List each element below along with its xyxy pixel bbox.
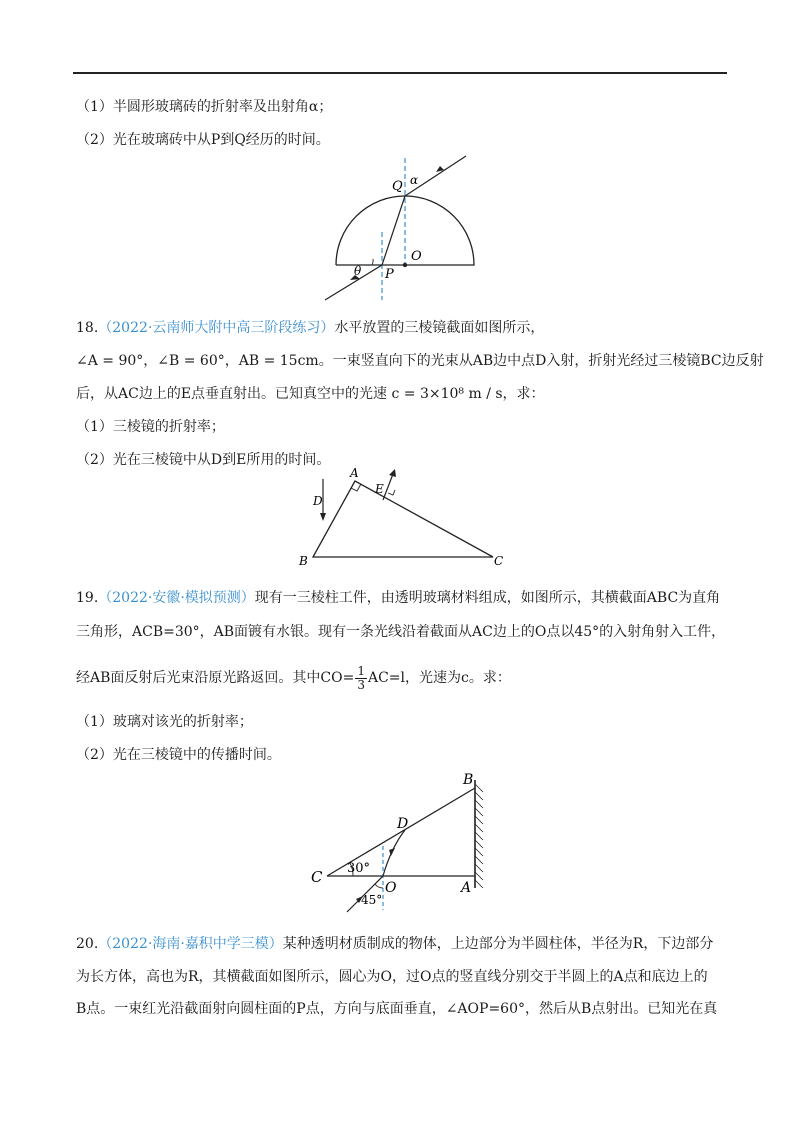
q18-part1: （1）三棱镜的折射率；: [76, 419, 225, 435]
q17-figure: [320, 152, 490, 302]
header-rule: [73, 72, 727, 74]
right-angle-e: [388, 490, 395, 495]
incident-arrow: [320, 513, 326, 521]
q20-line1: [76, 934, 713, 954]
q19-part1: （1）玻璃对该光的折射率；: [76, 714, 253, 730]
prism-triangle: [313, 481, 493, 557]
label-a: A: [461, 880, 472, 896]
q18-source: （2022·云南师大附中高三阶段练习）: [98, 320, 335, 336]
one-third-fraction: [355, 665, 367, 692]
angle-45-arc: [375, 884, 383, 888]
q18-number: 18.: [76, 320, 99, 336]
q18-line1: [76, 318, 544, 338]
q19-figure: [305, 770, 505, 918]
label-q: Q: [392, 179, 403, 194]
q20-line3: B点。一束红光沿截面射向圆柱面的P点，方向与底面垂直，∠AOP=60°，然后从B点射出。已知光在真: [76, 1001, 718, 1017]
label-p: P: [385, 267, 394, 282]
q19-line3-a: 经AB面反射后光束沿原光路返回。其中CO=: [76, 670, 355, 686]
q19-line3: [76, 663, 511, 693]
q19-line1: [76, 588, 720, 608]
q18-figure: [295, 465, 515, 570]
center-point: [403, 263, 407, 267]
q18-line1-text: 水平放置的三棱镜截面如图所示，: [334, 320, 545, 336]
label-theta: θ: [354, 264, 362, 278]
label-c: C: [494, 554, 504, 568]
label-b: B: [463, 772, 474, 788]
q20-source: （2022·海南·嘉积中学三模）: [98, 936, 283, 952]
label-d: D: [313, 494, 323, 508]
label-c: C: [311, 868, 323, 886]
label-d: D: [397, 816, 409, 832]
label-b: B: [299, 554, 308, 568]
exit-arrow: [389, 469, 396, 477]
fraction-denominator: 3: [357, 677, 365, 692]
exit-ray: [383, 474, 393, 500]
label-30-degrees: 30°: [347, 861, 371, 876]
q19-source: （2022·安徽·模拟预测）: [98, 590, 255, 606]
q19-line2: 三角形，ACB=30°，AB面镀有水银。现有一条光线沿着截面从AC边上的O点以45°的入射角射入工件，: [76, 624, 726, 640]
q19-number: 19.: [76, 590, 99, 606]
mirror-hatching: [475, 784, 483, 888]
fraction-numerator: 1: [357, 663, 365, 678]
q17-part2: （2）光在玻璃砖中从P到Q经历的时间。: [76, 132, 330, 148]
label-o: O: [385, 880, 397, 896]
label-alpha: α: [410, 173, 419, 187]
label-45-degrees: 45°: [361, 893, 383, 907]
theta-arc: [372, 259, 373, 265]
q20-number: 20.: [76, 936, 99, 952]
label-o: O: [411, 249, 422, 264]
q20-line1-text: 某种透明材质制成的物体，上边部分为半圆柱体，半径为R，下边部分: [282, 936, 714, 952]
q19-part2: （2）光在三棱镜中的传播时间。: [76, 747, 281, 763]
q20-line2: 为长方体，高也为R，其横截面如图所示，圆心为O，过O点的竖直线分别交于半圆上的A点和底边上的: [76, 969, 708, 985]
q18-line2: ∠A = 90°，∠B = 60°，AB = 15cm。一束竖直向下的光束从AB边中点D入射，折射光经过三棱镜BC边反射: [76, 353, 764, 369]
label-a: A: [350, 466, 359, 480]
q19-line3-b: AC=l，光速为c。求：: [367, 670, 511, 686]
q17-part1: （1）半圆形玻璃砖的折射率及出射角α；: [76, 99, 333, 115]
refracted-ray: [382, 196, 405, 265]
label-e: E: [375, 482, 384, 496]
q19-line1-text: 现有一三棱柱工件，由透明玻璃材料组成，如图所示，其横截面ABC为直角: [254, 590, 721, 606]
q18-line3: 后，从AC边上的E点垂直射出。已知真空中的光速 c = 3×10⁸ m / s，求：: [76, 386, 545, 402]
q18-part2: （2）光在三棱镜中从D到E所用的时间。: [76, 452, 331, 468]
